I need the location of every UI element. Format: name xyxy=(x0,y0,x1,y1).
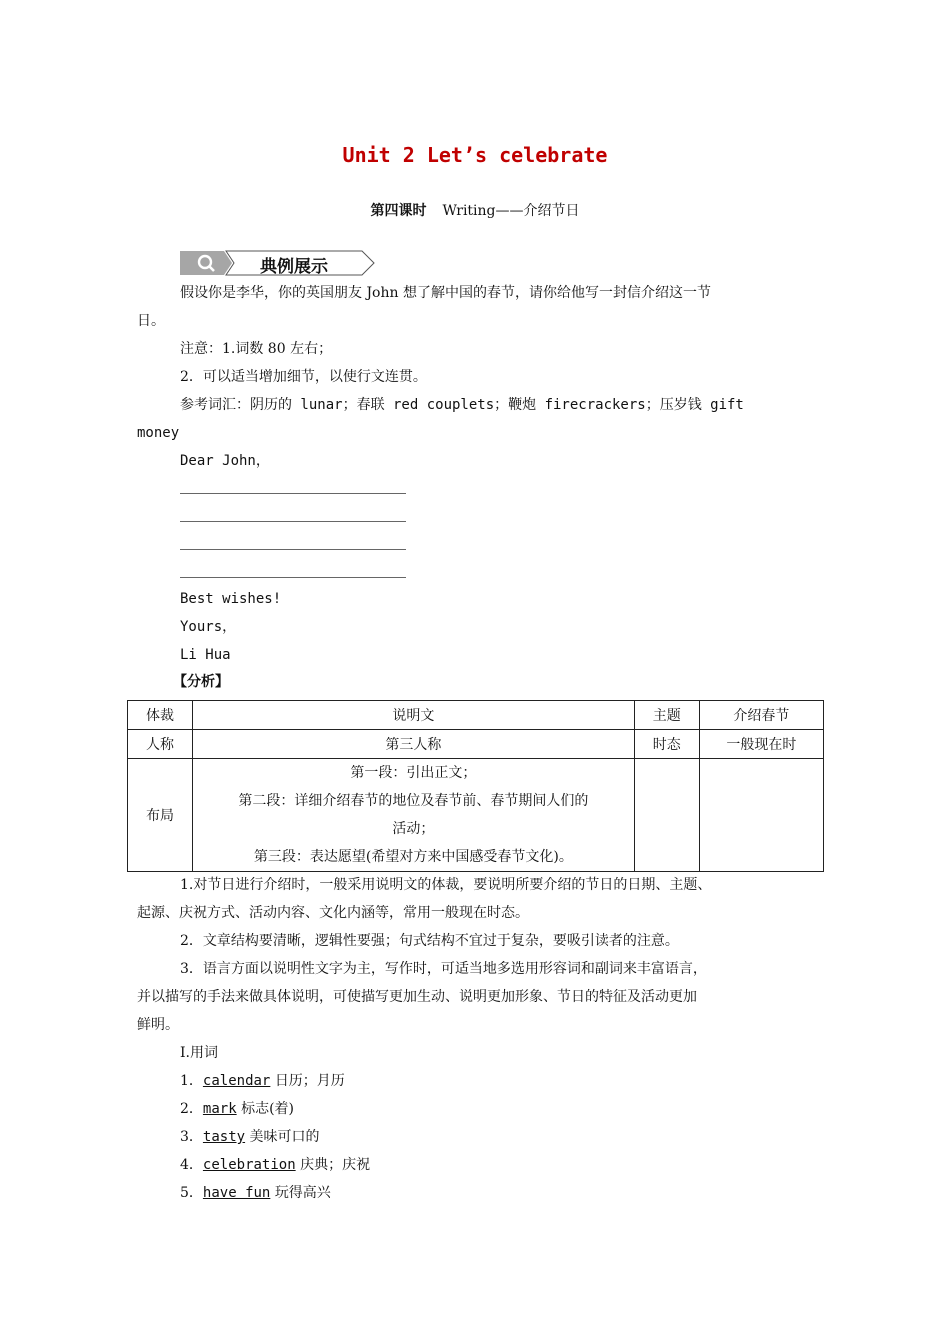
prompt-text: 假设你是李华，你的英国朋友 John 想了解中国的春节，请你给他写一封信介绍这一节 xyxy=(180,285,711,301)
genre-value: 说明文 xyxy=(193,701,635,730)
paragraph-one: 第一段：引出正文； xyxy=(350,765,477,781)
vocab-word: celebration xyxy=(202,1157,296,1173)
analysis-heading: 【分析】 xyxy=(173,674,229,690)
lesson-topic: Writing——介绍节日 xyxy=(442,203,580,219)
tip-1: 1.对节日进行介绍时，一般采用说明文的体裁，要说明所要介绍的节日的日期、主题、 xyxy=(180,877,712,893)
layout-value xyxy=(193,759,635,872)
tip-3-cont: 并以描写的手法来做具体说明，可使描写更加生动、说明更加形象、节日的特征及活动更加 xyxy=(137,989,697,1005)
empty-cell xyxy=(634,759,699,872)
tense-value: 一般现在时 xyxy=(699,730,823,759)
tip-1-cont: 起源、庆祝方式、活动内容、文化内涵等，常用一般现在时态。 xyxy=(137,905,529,921)
theme-label: 主题 xyxy=(634,701,699,730)
tip-3: 3．语言方面以说明性文字为主，写作时，可适当地多选用形容词和副词来丰富语言， xyxy=(180,961,707,977)
vocab-meaning: 庆典；庆祝 xyxy=(300,1157,371,1173)
letter-sign-off: Yours， xyxy=(180,619,237,635)
banner-label: 典例展示 xyxy=(260,257,328,277)
tip-2: 2．文章结构要清晰，逻辑性要强；句式结构不宜过于复杂，要吸引读者的注意。 xyxy=(180,933,679,949)
item-number: 3． xyxy=(180,1129,203,1145)
reference-vocab-cont: money xyxy=(137,425,180,441)
tip-3-end: 鲜明。 xyxy=(137,1017,179,1033)
vocab-word: calendar xyxy=(202,1073,271,1089)
vocab-word: mark xyxy=(202,1101,237,1117)
person-label: 人称 xyxy=(128,730,193,759)
list-item xyxy=(180,1071,345,1091)
letter-name: Li Hua xyxy=(180,647,231,663)
list-item xyxy=(180,1127,320,1147)
vocab-meaning: 日历；月历 xyxy=(274,1073,345,1089)
paragraph-three: 第三段：表达愿望(希望对方来中国感受春节文化)。 xyxy=(253,849,573,865)
genre-label: 体裁 xyxy=(128,701,193,730)
vocab-word: tasty xyxy=(202,1129,246,1145)
vocab-meaning: 标志(着) xyxy=(241,1101,295,1117)
letter-greeting: Dear John， xyxy=(180,453,270,469)
table-row xyxy=(128,759,824,872)
paragraph-two: 第二段：详细介绍春节的地位及春节前、春节期间人们的 xyxy=(238,793,589,809)
table-row xyxy=(128,730,824,759)
letter-closing: Best wishes! xyxy=(180,591,282,607)
item-number: 5． xyxy=(180,1185,203,1201)
page-title: Unit 2 Let’s celebrate xyxy=(342,143,608,167)
vocab-word: have fun xyxy=(202,1185,271,1201)
list-item xyxy=(180,1155,370,1175)
writing-line xyxy=(180,577,406,578)
tense-label: 时态 xyxy=(634,730,699,759)
theme-value: 介绍春节 xyxy=(699,701,823,730)
layout-label: 布局 xyxy=(128,759,193,872)
lesson-subtitle xyxy=(0,200,950,220)
list-item xyxy=(180,1183,331,1203)
item-number: 4． xyxy=(180,1157,203,1173)
prompt-text-cont: 日。 xyxy=(137,313,165,329)
item-number: 2． xyxy=(180,1101,203,1117)
writing-line xyxy=(180,493,406,494)
lesson-number: 第四课时 xyxy=(370,203,427,219)
table-row xyxy=(128,701,824,730)
person-value: 第三人称 xyxy=(193,730,635,759)
analysis-table xyxy=(127,700,824,872)
empty-cell xyxy=(699,759,823,872)
section-banner xyxy=(180,250,376,276)
note-details: 2．可以适当增加细节，以使行文连贯。 xyxy=(180,369,427,385)
item-number: 1． xyxy=(180,1073,203,1089)
vocab-meaning: 玩得高兴 xyxy=(274,1185,331,1201)
vocab-meaning: 美味可口的 xyxy=(249,1129,320,1145)
list-item xyxy=(180,1099,294,1119)
paragraph-two-cont: 活动； xyxy=(392,821,435,837)
writing-line xyxy=(180,549,406,550)
vocab-heading: Ⅰ.用词 xyxy=(180,1045,218,1061)
note-word-count: 注意：1.词数 80 左右； xyxy=(180,341,333,357)
writing-line xyxy=(180,521,406,522)
reference-vocab: 参考词汇：阴历的 lunar；春联 red couplets；鞭炮 firecrackers；压岁钱 gift xyxy=(180,397,744,413)
